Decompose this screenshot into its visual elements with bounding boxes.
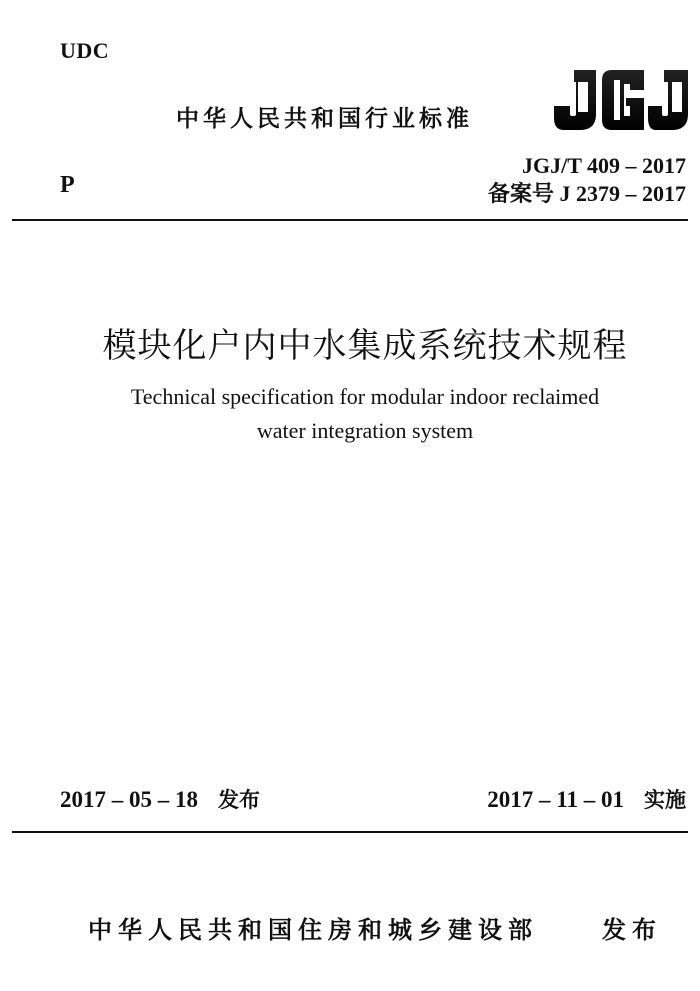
issuing-authority-label: 发布 xyxy=(602,916,662,944)
record-number: 备案号 J 2379 – 2017 xyxy=(487,181,686,206)
classification-code: P xyxy=(60,172,75,198)
issue-date: 2017 – 05 – 18 xyxy=(60,787,198,812)
header-divider xyxy=(12,219,688,221)
title-english-line1: Technical specification for modular indoor reclaimed xyxy=(130,384,600,409)
title-english xyxy=(0,380,700,448)
standard-number-block xyxy=(488,152,686,208)
title-english-line2: water integration system xyxy=(256,418,474,443)
footer-divider xyxy=(12,831,688,833)
udc-label: UDC xyxy=(60,38,110,63)
effective-date-block xyxy=(487,784,686,814)
issue-date-block xyxy=(60,784,260,814)
issuing-authority: 中华人民共和国住房和城乡建设部 xyxy=(88,916,538,944)
standard-number: JGJ/T 409 – 2017 xyxy=(521,153,686,178)
title-chinese: 模块化户内中水集成系统技术规程 xyxy=(102,326,628,366)
standard-type: 中华人民共和国行业标准 xyxy=(176,106,473,132)
issue-date-label: 发布 xyxy=(218,788,260,812)
effective-date-label: 实施 xyxy=(644,788,686,812)
jgj-logo xyxy=(552,66,690,134)
effective-date: 2017 – 11 – 01 xyxy=(487,787,624,812)
